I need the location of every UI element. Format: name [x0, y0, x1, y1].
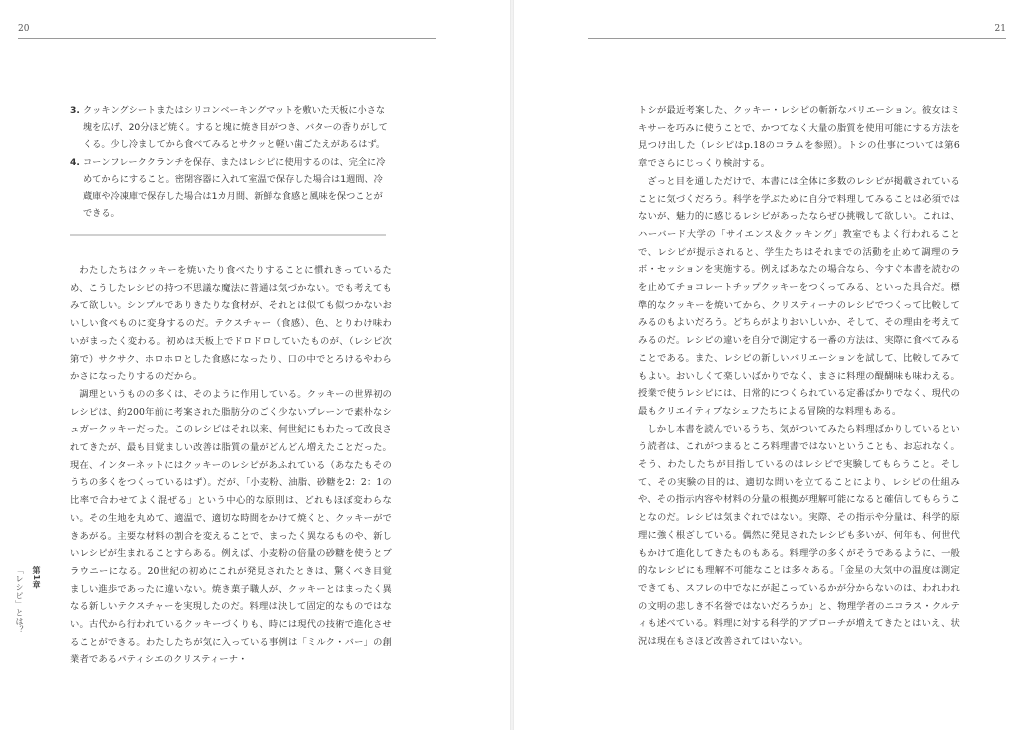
- recipe-steps: [70, 102, 392, 222]
- body-text: [70, 262, 392, 669]
- chapter-title: 「レシピ」とは？: [15, 566, 24, 634]
- step-text: コーンフレーククランチを保存、またはレシピに使用するのは、完全に冷めてからにすること。密閉容器に入れて室温で保存した場合は1週間、冷蔵庫や冷凍庫で保存した場合は1カ月間、新鮮な食感と風味を保つことができる。: [83, 156, 386, 220]
- page-number: 20: [18, 24, 30, 34]
- paragraph: 調理というものの多くは、そのように作用している。クッキーの世界初のレシピは、約200年前に考案された脂肪分のごく少ないプレーンで素朴なシュガークッキーだった。このレシピはそれ以来、何世紀にもわたって改良されてきたが、最も目覚ましい改善は脂質の量がどんどん増えたことだった。現在、インターネットにはクッキーのレシピがあふれている（あなたもそのうちの多くをつくっているはず）。だが、「小麦粉、油脂、砂糖を2：2：1の比率で合わせてよく混ぜる」という中心的な原則は、どれもほぼ変わらない。その生地を丸めて、適温で、適切な時間をかけて焼くと、クッキーができあがる。主要な材料の割合を変えることで、まったく異なるものや、新しいレシピが生まれることすらある。例えば、小麦粉の倍量の砂糖を使うとブラウニーになる。20世紀の初めにこれが発見されたときは、驚くべき目覚ましい進歩であったに違いない。焼き菓子職人が、クッキーとはまったく異なる新しいテクスチャーを実現したのだ。料理は決して固定的なものではない。古代から行われているクッキーづくりも、時には現代の技術で進化させることができる。わたしたちが気に入っている事例は「ミルク・バー」の創業者であるパティシエのクリスティーナ・: [70, 388, 392, 666]
- recipe-step: [70, 154, 392, 223]
- body-text: [638, 102, 960, 651]
- page-number: 21: [994, 24, 1006, 34]
- chapter-number: 第1章: [32, 566, 41, 590]
- step-number: 4.: [70, 156, 80, 168]
- section-divider: [70, 234, 386, 236]
- paragraph: わたしたちはクッキーを焼いたり食べたりすることに慣れきっているため、こうしたレシピの持つ不思議な魔法に普通は気づかない。でも考えてもみて欲しい。シンプルでありきたりな食材が、それとは似ても似つかないおいしい食べものに変身するのだ。テクスチャー（食感）、色、とりわけ味わいがまったく変わる。初めは天板上でドロドロしていたものが、（レシピ次第で）サクサク、ホロホロとした食感になったり、口の中でとろけるやわらかさになったりするのだから。: [70, 265, 392, 383]
- paragraph: ざっと目を通しただけで、本書には全体に多数のレシピが掲載されていることに気づくだろう。科学を学ぶために自分で料理してみることは必須ではないが、魅力的に感じるレシピがあったならぜひ挑戦して欲しい。これは、ハーバード大学の「サイエンス＆クッキング」教室でもよく行われることで、レシピが提示されると、学生たちはそれまでの活動を止めて調理のラボ・セッションを実施する。例えばあなたの場合なら、今すぐ本書を読むのを止めてチョコレートチップクッキーをつくってみる、といった具合だ。標準的なクッキーを焼いてから、クリスティーナのレシピでつくって比較してみるのもよいだろう。どちらがよりおいしいか、そして、その理由を考えてみるのだ。レシピの違いを自分で測定する一番の方法は、実際に食べてみることである。また、レシピの新しいバリエーションを試して、比較してみてもよい。おいしくて楽しいばかりでなく、まさに料理の醍醐味も味わえる。授業で使うレシピには、日常的につくられている定番ばかりでなく、現代の最もクリエイティブなシェフたちによる冒険的な料理もある。: [638, 175, 960, 417]
- header-rule: [588, 38, 1006, 39]
- left-page: [0, 0, 510, 730]
- recipe-step: [70, 102, 392, 154]
- chapter-side-label: [14, 566, 42, 634]
- right-page: [514, 0, 1024, 730]
- paragraph: しかし本書を読んでいるうち、気がついてみたら料理ばかりしているという読者は、これがつまるところ料理書ではないということも、お忘れなく。そう、わたしたちが目指しているのはレシピで実験してもらうこと。そして、その実験の目的は、適切な問いを立てることにより、レシピの仕組みや、その指示内容や材料の分量の根拠が理解可能になると確信してもらうことなのだ。レシピは気まぐれではない。実際、その指示や分量は、科学的原理に強く根ざしている。偶然に発見されたレシピも多いが、何年も、何世代もかけて進化してきたものもある。料理学の多くがそうであるように、一般的なレシピにも理解不可能なことは多々ある。「金星の大気中の温度は測定できても、スフレの中でなにが起こっているかが分からないのは、われわれの文明の悲しき不名誉ではないだろうか」と、物理学者のニコラス・クルティも述べている。料理に対する科学的アプローチが増えてきたとはいえ、状況は現在もさほど改善されてはいない。: [638, 423, 960, 648]
- step-number: 3.: [70, 105, 80, 116]
- paragraph: トシが最近考案した、クッキー・レシピの斬新なバリエーション。彼女はミキサーを巧みに使うことで、かつてなく大量の脂質を使用可能にする方法を見つけ出した（レシピはp.18のコラムを参照）。トシの仕事については第6章でさらにじっくり検討する。: [638, 105, 960, 170]
- step-text: クッキングシートまたはシリコンベーキングマットを敷いた天板に小さな塊を広げ、20分ほど焼く。すると塊に焼き目がつき、バターの香りがしてくる。少し冷ましてから食べてみるとサクッと軽い歯ごたえがあるはず。: [83, 105, 388, 151]
- header-rule: [18, 38, 436, 39]
